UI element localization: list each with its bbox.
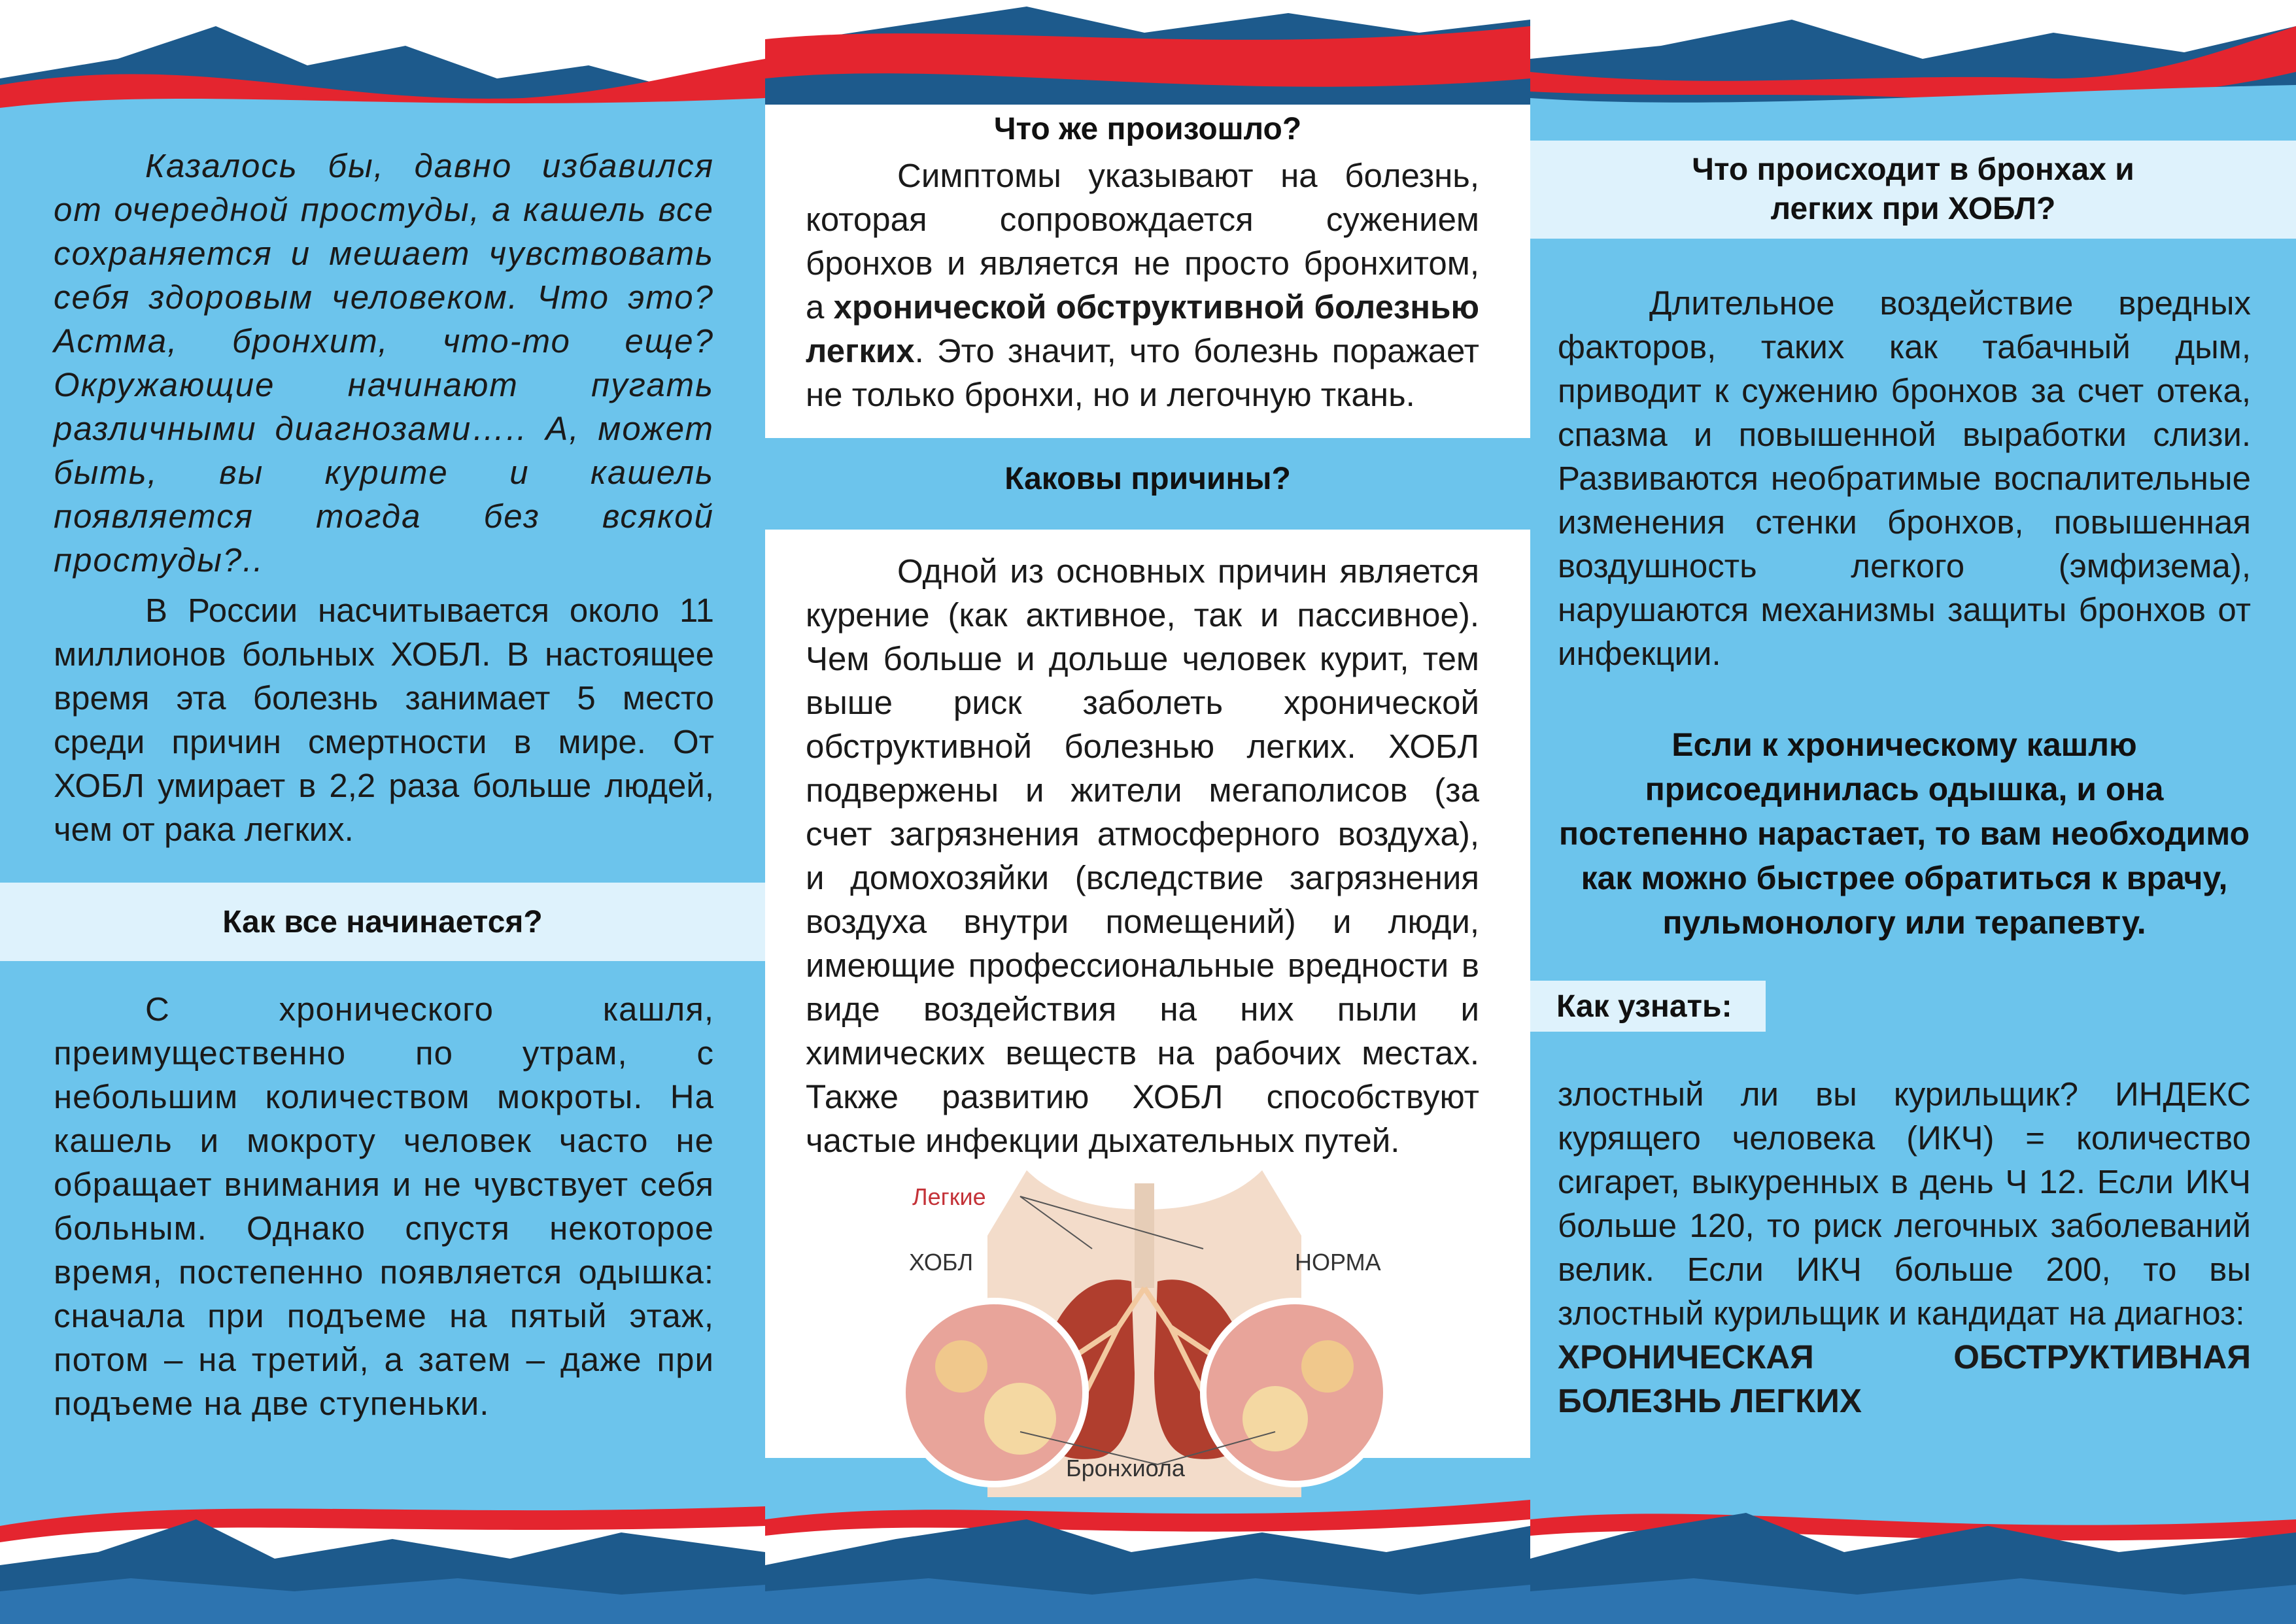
bottom-wave-decoration (765, 1480, 1530, 1624)
top-wave-decoration (0, 0, 765, 118)
copd-bold-term: хронической обструктивной болезнью легких (806, 288, 1479, 369)
causes-box (765, 530, 1530, 1481)
intro-paragraph (54, 144, 714, 582)
what-happened-text-end: . Это значит, что болезнь поражает не только бронхи, но и легочную ткань. (806, 332, 1479, 413)
how-to-know-title: Как узнать: (1556, 989, 1732, 1024)
what-happened-paragraph (806, 154, 1479, 416)
what-happened-box (765, 105, 1530, 438)
doctor-warning: Если к хроническому кашлю присоединилась одышка, и она постепенно нарастает, то вам необходимо как можно быстрее обратиться к врачу, пульмонологу или терапевту. (1558, 726, 2250, 941)
stats-text: В России насчитывается около 11 миллионов больных ХОБЛ. В настоящее время эта болезнь занимает 5 место среди причин смертности в мире. От ХОБЛ умирает в 2,2 раза больше людей, чем от рака легких. (54, 592, 714, 848)
panel-right (1530, 0, 2296, 1624)
onset-text: С хронического кашля, преимущественно по утрам, с небольшим количеством мокроты. На кашель и мокроту человек часто не обращает внимания и не чувствует себя больным. Однако спустя некоторое время, постепенно появляется одышка: сначала при подъеме на пятый этаж, потом – на третий, а затем – даже при подъеме на две ступеньки. (54, 990, 714, 1422)
how-to-know-tag (1530, 981, 1766, 1032)
panel-middle (765, 0, 1530, 1624)
smoker-index-paragraph (1558, 1072, 2251, 1423)
panel-left (0, 0, 765, 1624)
causes-text: Одной из основных причин является курение (как активное, так и пассивное). Чем больше и дольше человек курит, тем выше риск заболеть хронической обструктивной болезнью легких. ХОБЛ подвержены и жители мегаполисов (за счет загрязнения атмосферного воздуха), и домохозяйки (вследствие загрязнения воздуха внутри помещений) и люди, имеющие профессиональные вредности в виде воздействия на них пыли и химических веществ на рабочих местах. Также развитию ХОБЛ способствуют частые инфекции дыхательных путей. (806, 552, 1479, 1159)
what-happened-text: Симптомы указывают на болезнь, которая сопровождается сужением бронхов и является не просто бронхитом, а (806, 157, 1479, 326)
section-title: Как все начинается? (222, 904, 543, 939)
bronchi-title: Что происходит в бронхах и легких при ХОБЛ? (1692, 152, 2134, 226)
top-wave-decoration (765, 0, 1530, 118)
bronchi-paragraph (1558, 281, 2251, 675)
what-happened-title: Что же произошло? (993, 112, 1302, 146)
label-normal: НОРМА (1295, 1249, 1381, 1276)
causes-title: Каковы причины? (1004, 462, 1291, 496)
bronchi-text: Длительное воздействие вредных факторов, таких как табачный дым, приводит к сужению бронхов за счет отека, спазма и повышенной выработки слизи. Развиваются необратимые воспалительные изменения стенки бронхов, повышенная воздушность легкого (эмфизема), нарушаются механизмы защиты бронхов от инфекции. (1558, 284, 2251, 672)
top-wave-decoration (1530, 0, 2296, 118)
bronchi-title-bar (1530, 141, 2296, 239)
diagnosis-text: ХРОНИЧЕСКАЯ ОБСТРУКТИВНАЯ БОЛЕЗНЬ ЛЕГКИХ (1558, 1338, 2251, 1419)
onset-paragraph (54, 987, 714, 1425)
bottom-wave-decoration (0, 1480, 765, 1624)
bottom-wave-decoration (1530, 1480, 2296, 1624)
label-bronchiole: Бронхиола (1066, 1455, 1185, 1481)
label-lungs: Легкие (912, 1183, 986, 1210)
label-copd: ХОБЛ (909, 1249, 974, 1276)
stats-paragraph (54, 588, 714, 851)
section-title-bar (0, 883, 765, 961)
intro-text: Казалось бы, давно избавился от очередной простуды, а кашель все сохраняется и мешает чувствовать себя здоровым человеком. Что это? Астма, бронхит, что-то еще? Окружающие начинают пугать различными диагнозами….. А, может быть, вы курите и кашель появляется тогда без всякой простуды?.. (54, 147, 714, 579)
smoker-index-text: злостный ли вы курильщик? ИНДЕКС курящего человека (ИКЧ) = количество сигарет, выкуренных в день Ч 12. Если ИКЧ больше 120, то риск легочных заболеваний велик. Если ИКЧ больше 200, то вы злостный курильщик и кандидат на диагноз: (1558, 1075, 2251, 1332)
causes-paragraph (806, 549, 1479, 1162)
